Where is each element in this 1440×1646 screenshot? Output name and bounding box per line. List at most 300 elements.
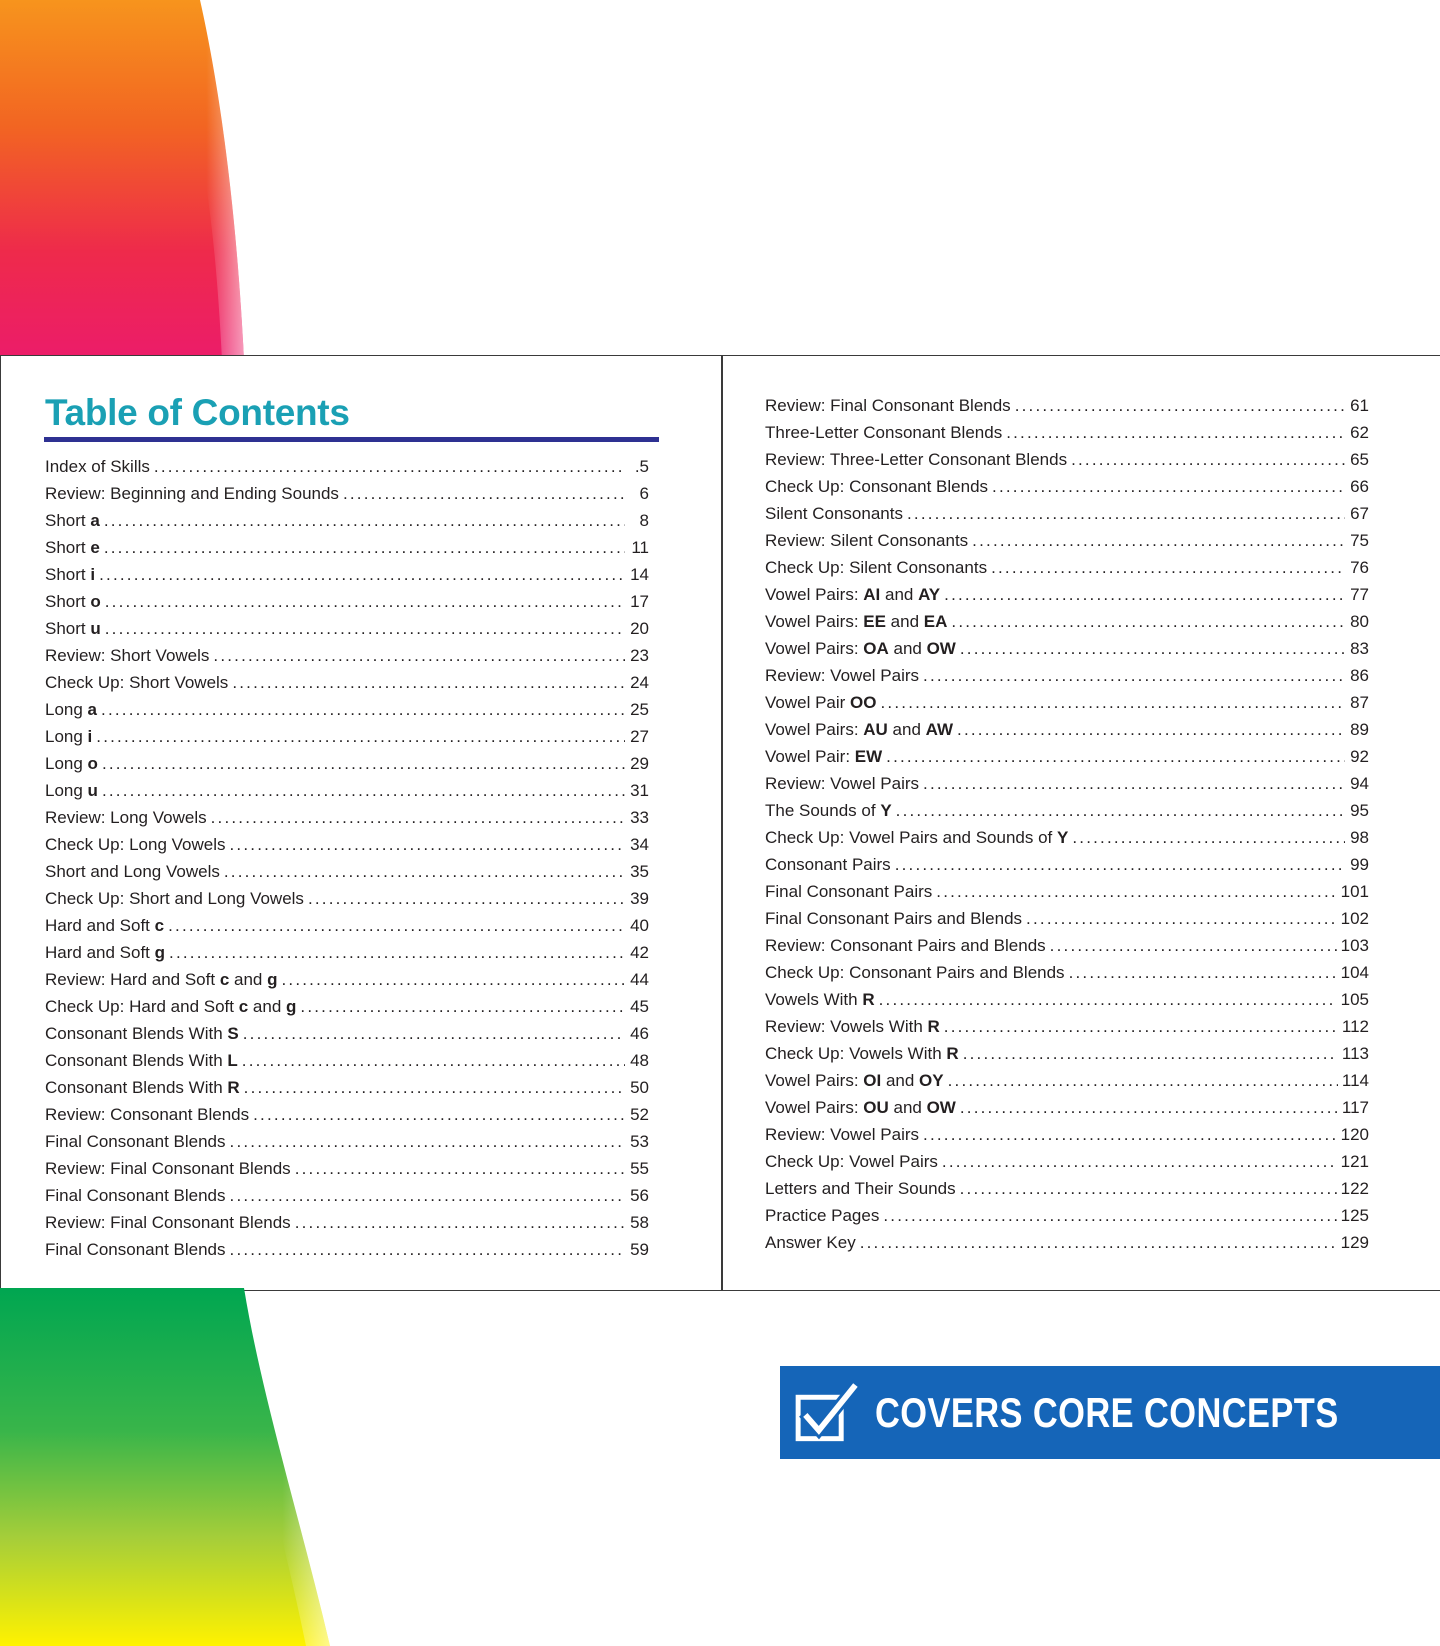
toc-entry-page: 129 (1340, 1233, 1369, 1252)
dot-leader (883, 1202, 1336, 1229)
toc-entry-letter: OW (926, 639, 956, 658)
toc-entry-page: 56 (630, 1186, 649, 1205)
toc-entry-label (45, 750, 98, 777)
toc-entry-page: 117 (1341, 1098, 1369, 1117)
dot-leader (295, 1209, 625, 1236)
dot-leader (948, 1067, 1338, 1094)
toc-entry (45, 966, 649, 993)
toc-entry-label (45, 1020, 239, 1047)
toc-entry-label (765, 446, 1067, 473)
dot-leader (1006, 419, 1345, 446)
toc-entry-label (45, 777, 98, 804)
toc-entry-label (765, 851, 891, 878)
toc-entry (45, 723, 649, 750)
toc-entry-page: 80 (1350, 612, 1369, 631)
toc-entry-page: 75 (1350, 531, 1369, 550)
toc-entry (765, 932, 1369, 959)
toc-entry-page: 121 (1340, 1152, 1369, 1171)
dot-leader (102, 750, 625, 777)
toc-entry-label (45, 1101, 249, 1128)
toc-entry-page: 65 (1350, 450, 1369, 469)
toc-entry-text: Review: Vowel Pairs (765, 1125, 920, 1144)
toc-entry-page: 92 (1350, 747, 1369, 766)
toc-entry (45, 1074, 649, 1101)
toc-entry-text: Vowel Pairs: (765, 720, 864, 739)
toc-entry-text: Review: Final Consonant Blends (45, 1213, 291, 1232)
toc-entry (45, 1101, 649, 1128)
toc-entry-label (765, 743, 882, 770)
toc-entry-letter: c (238, 997, 249, 1016)
toc-entry-label (45, 723, 92, 750)
dot-leader (1015, 392, 1345, 419)
toc-entry-text: Check Up: Vowels With (765, 1044, 947, 1063)
toc-entry-letter: g (286, 997, 297, 1016)
toc-entry-label (765, 689, 877, 716)
dot-leader (244, 1074, 625, 1101)
toc-entry (765, 1040, 1369, 1067)
toc-entry-page: 58 (630, 1213, 649, 1232)
toc-entry-label (765, 1013, 940, 1040)
toc-entry-text: Consonant Blends With (45, 1051, 228, 1070)
toc-entry-page: 6 (639, 484, 649, 503)
toc-entry-text: Short (45, 538, 91, 557)
toc-entry (765, 905, 1369, 932)
toc-entry-letter: a (90, 511, 100, 530)
toc-entry-label (765, 1094, 956, 1121)
toc-entry-letter: o (90, 592, 101, 611)
toc-entry-text: Consonant Blends With (45, 1078, 228, 1097)
dot-leader (295, 1155, 625, 1182)
toc-entry-text: Consonant Pairs (765, 855, 891, 874)
toc-entry-page: 40 (630, 916, 649, 935)
toc-entry-page: 34 (630, 835, 649, 854)
dot-leader (944, 581, 1345, 608)
dot-leader (224, 858, 625, 885)
dot-leader (253, 1101, 625, 1128)
dot-leader (1071, 446, 1345, 473)
toc-entry-page: 48 (630, 1051, 649, 1070)
toc-entry (45, 588, 649, 615)
checkbox-icon (794, 1376, 859, 1450)
toc-entry-label (45, 480, 339, 507)
toc-entry-label (45, 1236, 226, 1263)
dot-leader (308, 885, 625, 912)
toc-entry-page: 45 (630, 997, 649, 1016)
toc-entry-page: 87 (1350, 693, 1369, 712)
toc-entry-label (765, 1202, 879, 1229)
toc-entry-text: Index of Skills (45, 457, 150, 476)
dot-leader (99, 561, 625, 588)
toc-entry-text: Practice Pages (765, 1206, 880, 1225)
toc-entry-page: 101 (1340, 882, 1369, 901)
toc-entry (765, 1229, 1369, 1256)
toc-entry (765, 608, 1369, 635)
dot-leader (886, 743, 1345, 770)
toc-entry-letter: EW (854, 747, 883, 766)
toc-entry-label (45, 912, 164, 939)
toc-entry (45, 453, 649, 480)
toc-entry-text: Check Up: Vowel Pairs (765, 1152, 938, 1171)
toc-entry (45, 507, 649, 534)
toc-entry-page: 62 (1350, 423, 1369, 442)
toc-entry-text: Short (45, 592, 91, 611)
toc-entry-label (765, 662, 919, 689)
dot-leader (907, 500, 1345, 527)
toc-entry-page: 67 (1350, 504, 1369, 523)
toc-entry (45, 831, 649, 858)
toc-entry-label (765, 932, 1046, 959)
dot-leader (923, 770, 1345, 797)
toc-entry-page: 44 (630, 970, 649, 989)
bottom-color-swoosh (0, 1288, 360, 1646)
toc-entry (765, 878, 1369, 905)
toc-entry-text: Silent Consonants (765, 504, 903, 523)
toc-entry-text: Review: Silent Consonants (765, 531, 969, 550)
toc-entry (45, 561, 649, 588)
dot-leader (104, 507, 625, 534)
toc-entry (45, 696, 649, 723)
toc-entry-text: and (888, 1098, 927, 1117)
toc-entry-label (765, 608, 947, 635)
toc-entry-letter: Y (1057, 828, 1069, 847)
toc-entry-letter: OU (863, 1098, 889, 1117)
toc-entry-label (765, 824, 1068, 851)
toc-entry-page: 27 (630, 727, 649, 746)
toc-entry (765, 797, 1369, 824)
toc-entry (765, 1175, 1369, 1202)
toc-entry (45, 858, 649, 885)
dot-leader (213, 642, 625, 669)
toc-entry-page: 14 (630, 565, 649, 584)
toc-entry-letter: R (927, 1017, 940, 1036)
toc-entry-label (765, 716, 953, 743)
toc-entry-text: Review: Vowel Pairs (765, 666, 920, 685)
toc-entry-letter: OO (850, 693, 877, 712)
toc-entry-text: Short (45, 565, 91, 584)
toc-entry (45, 1047, 649, 1074)
toc-entry-page: 25 (630, 700, 649, 719)
dot-leader (105, 588, 625, 615)
toc-entry-text: Vowel Pairs: (765, 585, 864, 604)
covers-core-concepts-badge (780, 1366, 1440, 1459)
toc-entry-page: 29 (630, 754, 649, 773)
toc-entry-label (765, 419, 1002, 446)
toc-entry-text: Review: Consonant Pairs and Blends (765, 936, 1046, 955)
toc-entry-page: 95 (1350, 801, 1369, 820)
toc-entry-text: Long (45, 781, 88, 800)
toc-entry-label (45, 534, 100, 561)
toc-entry-text: Letters and Their Sounds (765, 1179, 956, 1198)
toc-entry-page: 52 (630, 1105, 649, 1124)
dot-leader (923, 1121, 1337, 1148)
toc-entry-label (45, 588, 101, 615)
toc-entry-label (45, 1182, 226, 1209)
toc-entry-text: Review: Vowel Pairs (765, 774, 920, 793)
dot-leader (895, 851, 1345, 878)
toc-entry-label (45, 1128, 226, 1155)
toc-entry-label (45, 939, 165, 966)
toc-entry-letter: R (862, 990, 875, 1009)
toc-entry (765, 419, 1369, 446)
toc-entry (765, 770, 1369, 797)
toc-entry-label (765, 554, 987, 581)
toc-entry-letter: c (219, 970, 230, 989)
toc-entry-text: and (248, 997, 286, 1016)
toc-entry-text: Review: Vowels With (765, 1017, 928, 1036)
dot-leader (957, 716, 1345, 743)
toc-entry-page: 23 (630, 646, 649, 665)
toc-entry-page: 61 (1350, 396, 1369, 415)
toc-entry-page: 102 (1340, 909, 1369, 928)
toc-entry (765, 1067, 1369, 1094)
toc-entry-label (45, 858, 220, 885)
toc-entry-page: 35 (630, 862, 649, 881)
toc-entry-page: 125 (1340, 1206, 1369, 1225)
toc-entry-letter: AI (863, 585, 881, 604)
toc-entry (45, 1209, 649, 1236)
toc-entry-page: 33 (630, 808, 649, 827)
toc-entry-label (765, 392, 1011, 419)
toc-entry (765, 1013, 1369, 1040)
toc-entry (765, 581, 1369, 608)
dot-leader (992, 473, 1345, 500)
toc-entry (45, 1128, 649, 1155)
toc-entry-text: Final Consonant Blends (45, 1132, 226, 1151)
toc-entry-page: 24 (630, 673, 649, 692)
toc-entry-label (45, 507, 100, 534)
toc-right-column (765, 392, 1369, 1256)
toc-entry-text: Review: Hard and Soft (45, 970, 220, 989)
toc-entry-page: 103 (1340, 936, 1369, 955)
toc-entry (45, 534, 649, 561)
toc-entry-text: The Sounds of (765, 801, 881, 820)
toc-panel (0, 355, 1440, 1291)
toc-entry-label (45, 642, 209, 669)
toc-entry-label (765, 527, 968, 554)
toc-entry-label (45, 615, 101, 642)
dot-leader (1050, 932, 1337, 959)
toc-entry (765, 1094, 1369, 1121)
toc-entry-text: Vowel Pair (765, 693, 851, 712)
toc-entry-label (45, 669, 228, 696)
toc-entry (45, 1182, 649, 1209)
toc-entry-label (765, 905, 1022, 932)
toc-entry-page: 105 (1340, 990, 1369, 1009)
toc-entry-letter: EA (923, 612, 948, 631)
dot-leader (242, 1047, 625, 1074)
toc-entry-page: 83 (1350, 639, 1369, 658)
toc-entry-letter: o (87, 754, 98, 773)
toc-entry-text: and (887, 720, 926, 739)
toc-entry-text: Final Consonant Blends (45, 1186, 226, 1205)
toc-entry-letter: i (90, 565, 96, 584)
toc-entry-text: Check Up: Long Vowels (45, 835, 226, 854)
dot-leader (101, 696, 625, 723)
toc-entry-text: Review: Short Vowels (45, 646, 210, 665)
toc-entry (45, 777, 649, 804)
badge-label: COVERS CORE CONCEPTS (874, 1388, 1339, 1436)
toc-entry (765, 851, 1369, 878)
dot-leader (154, 453, 625, 480)
toc-entry-letter: R (946, 1044, 959, 1063)
toc-entry-page: 120 (1340, 1125, 1369, 1144)
toc-entry (765, 1202, 1369, 1229)
toc-entry-letter: OW (926, 1098, 956, 1117)
toc-entry (765, 554, 1369, 581)
toc-entry (45, 804, 649, 831)
toc-entry-text: and (229, 970, 268, 989)
toc-entry (765, 527, 1369, 554)
toc-entry-letter: Y (880, 801, 892, 820)
toc-entry (45, 912, 649, 939)
toc-entry-page: 42 (630, 943, 649, 962)
toc-entry-page: 76 (1350, 558, 1369, 577)
dot-leader (281, 966, 625, 993)
toc-entry-label (765, 959, 1065, 986)
toc-entry (765, 986, 1369, 1013)
toc-entry-text: Long (45, 754, 88, 773)
toc-entry-page: 11 (631, 538, 649, 557)
toc-entry-label (765, 635, 956, 662)
toc-entry-label (45, 1209, 291, 1236)
dot-leader (881, 689, 1346, 716)
toc-entry-label (765, 473, 988, 500)
dot-leader (169, 939, 625, 966)
top-color-swoosh (0, 0, 260, 360)
dot-leader (942, 1148, 1337, 1175)
toc-entry-text: Vowel Pairs: (765, 1098, 864, 1117)
toc-entry-text: Review: Long Vowels (45, 808, 207, 827)
toc-entry (45, 1020, 649, 1047)
dot-leader (1072, 824, 1345, 851)
toc-entry-letter: AU (863, 720, 888, 739)
toc-entry-page: 39 (630, 889, 649, 908)
toc-entry-page: 89 (1350, 720, 1369, 739)
toc-entry (765, 743, 1369, 770)
toc-entry-label (45, 696, 97, 723)
toc-entry-label (765, 1175, 956, 1202)
toc-entry-text: Vowel Pairs: (765, 1071, 864, 1090)
toc-entry-text: Final Consonant Blends (45, 1240, 226, 1259)
toc-entry-label (765, 1148, 938, 1175)
toc-entry-text: Long (45, 727, 88, 746)
toc-entry (45, 993, 649, 1020)
toc-entry (765, 1121, 1369, 1148)
toc-entry-label (45, 966, 277, 993)
toc-entry-text: Check Up: Consonant Pairs and Blends (765, 963, 1065, 982)
dot-leader (211, 804, 625, 831)
toc-entry-label (45, 1155, 291, 1182)
toc-entry-page: 122 (1340, 1179, 1369, 1198)
toc-entry (45, 750, 649, 777)
toc-entry (765, 689, 1369, 716)
toc-entry-letter: L (227, 1051, 238, 1070)
dot-leader (1026, 905, 1337, 932)
toc-entry-label (765, 581, 940, 608)
toc-entry (765, 473, 1369, 500)
toc-entry-page: 17 (630, 592, 649, 611)
dot-leader (896, 797, 1345, 824)
toc-entry-text: Review: Beginning and Ending Sounds (45, 484, 339, 503)
toc-entry-page: 59 (630, 1240, 649, 1259)
toc-entry-text: Short and Long Vowels (45, 862, 220, 881)
toc-entry-page: 104 (1340, 963, 1369, 982)
toc-entry-page: 50 (630, 1078, 649, 1097)
dot-leader (963, 1040, 1338, 1067)
toc-entry (45, 939, 649, 966)
dot-leader (343, 480, 625, 507)
dot-leader (232, 669, 625, 696)
toc-entry-label (45, 453, 150, 480)
toc-entry (765, 635, 1369, 662)
dot-leader (230, 1128, 625, 1155)
toc-entry-page: 55 (630, 1159, 649, 1178)
toc-entry-text: and (881, 1071, 920, 1090)
toc-entry-label (765, 1067, 944, 1094)
dot-leader (230, 1236, 625, 1263)
toc-entry-text: Consonant Blends With (45, 1024, 228, 1043)
dot-leader (300, 993, 625, 1020)
toc-entry-page: 66 (1350, 477, 1369, 496)
toc-title: Table of Contents (45, 392, 350, 433)
toc-entry-label (765, 986, 875, 1013)
toc-entry-label (765, 1121, 919, 1148)
toc-entry (765, 446, 1369, 473)
dot-leader (230, 831, 626, 858)
toc-entry-page: 77 (1350, 585, 1369, 604)
toc-entry-text: Check Up: Vowel Pairs and Sounds of (765, 828, 1057, 847)
toc-entry-label (765, 770, 919, 797)
toc-entry-page: 53 (630, 1132, 649, 1151)
toc-entry-label (45, 561, 95, 588)
toc-entry (765, 500, 1369, 527)
toc-entry-letter: OI (863, 1071, 882, 1090)
toc-entry-page: 86 (1350, 666, 1369, 685)
toc-entry-text: Review: Final Consonant Blends (45, 1159, 291, 1178)
toc-entry-page: 31 (630, 781, 649, 800)
toc-entry (765, 662, 1369, 689)
dot-leader (105, 615, 625, 642)
toc-entry-label (45, 804, 207, 831)
toc-entry (765, 716, 1369, 743)
toc-entry-label (45, 1047, 238, 1074)
dot-leader (230, 1182, 625, 1209)
toc-entry-page: 94 (1350, 774, 1369, 793)
toc-entry-page: 8 (639, 511, 649, 530)
toc-entry-text: Check Up: Hard and Soft (45, 997, 239, 1016)
dot-leader (960, 635, 1345, 662)
toc-entry-letter: AW (925, 720, 954, 739)
dot-leader (96, 723, 625, 750)
toc-entry-text: Final Consonant Pairs (765, 882, 933, 901)
toc-entry-text: Check Up: Silent Consonants (765, 558, 988, 577)
dot-leader (936, 878, 1336, 905)
toc-entry-text: Hard and Soft (45, 916, 155, 935)
toc-entry-text: Hard and Soft (45, 943, 155, 962)
toc-entry-label (765, 878, 932, 905)
toc-entry-text: Review: Final Consonant Blends (765, 396, 1011, 415)
toc-entry (45, 1155, 649, 1182)
toc-entry-page: 113 (1341, 1044, 1369, 1063)
toc-entry-label (45, 831, 226, 858)
toc-entry-label (45, 993, 296, 1020)
toc-entry (45, 480, 649, 507)
dot-leader (243, 1020, 625, 1047)
toc-entry-text: and (888, 639, 927, 658)
dot-leader (104, 534, 625, 561)
toc-entry-letter: u (87, 781, 98, 800)
toc-entry-text: Final Consonant Pairs and Blends (765, 909, 1023, 928)
